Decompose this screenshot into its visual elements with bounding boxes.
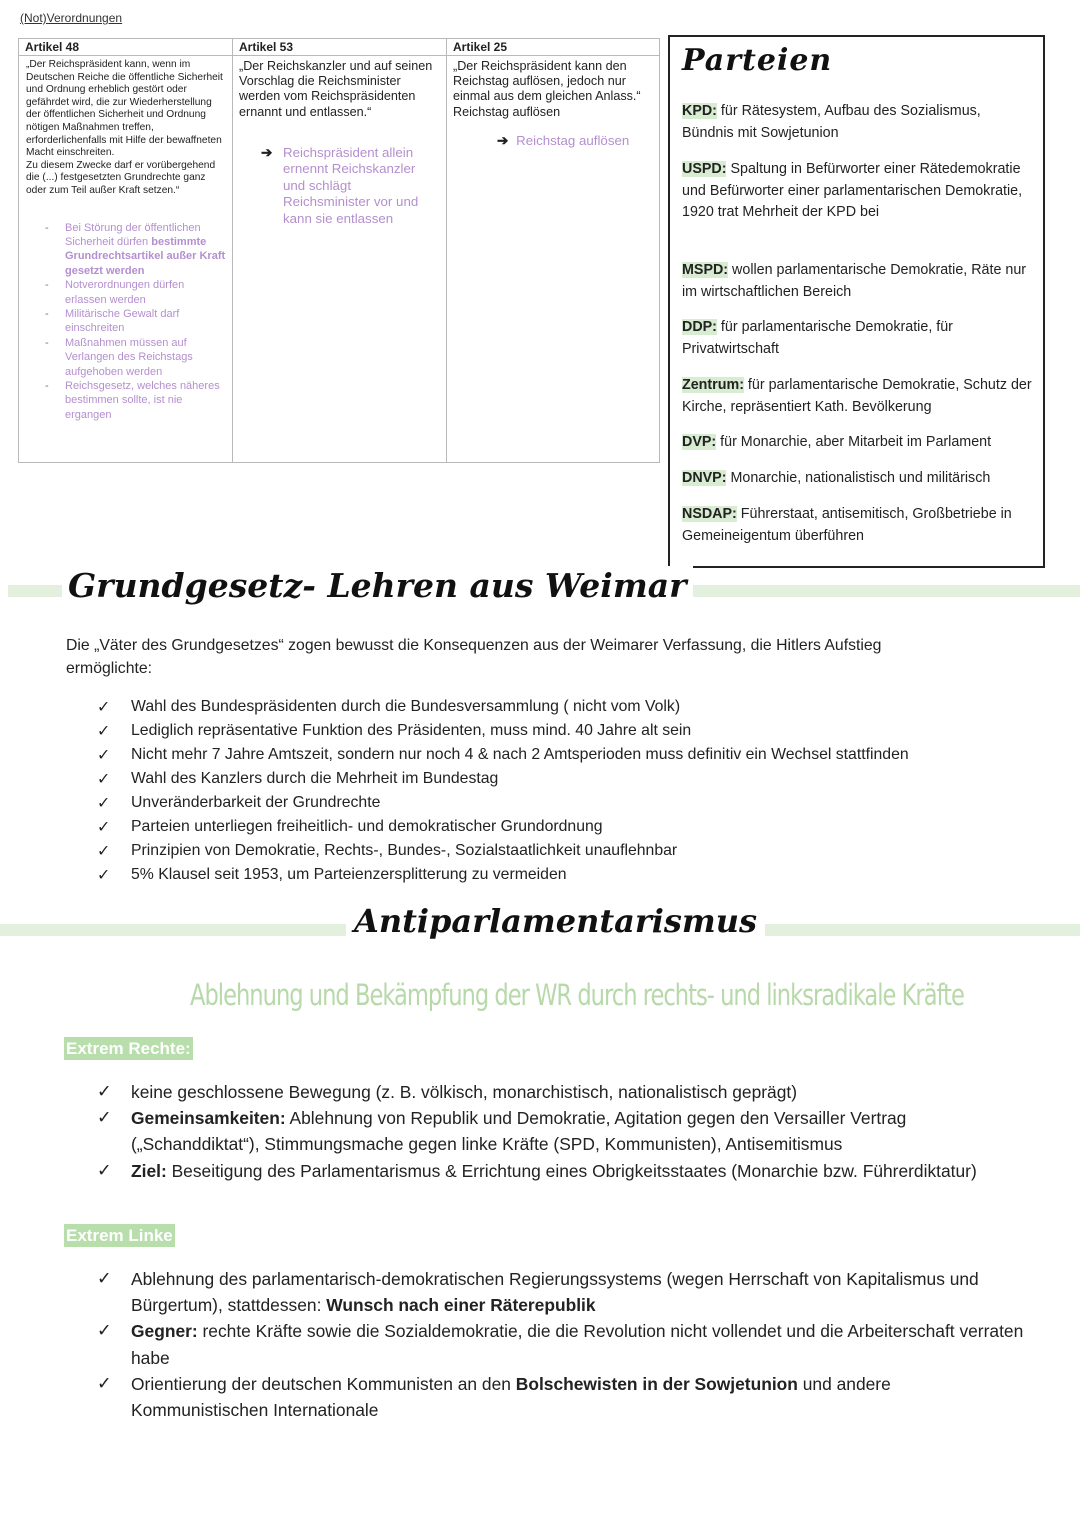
party-name: KPD: (682, 103, 717, 119)
list-item: - Militärische Gewalt darf einschreiten (43, 307, 226, 336)
article-25-summary-text: Reichstag auflösen (516, 133, 630, 148)
article-53-heading: Artikel 53 (233, 39, 446, 56)
list-text: Ablehnung des parlamentarisch-demokratischen Regierungssystems (wegen Herrschaft von Kapitalismus und Bürgertum), stattdessen: (131, 1269, 979, 1316)
list-item: - Notverordnungen dürfen erlassen werden (43, 278, 226, 307)
arrow-right-icon: ➔ (261, 145, 273, 160)
party-name: Zentrum: (682, 377, 744, 393)
list-item: ✓ Parteien unterliegen freiheitlich- und demokratischer Grundordnung (97, 815, 1057, 839)
bold-text: Gemeinsamkeiten: (131, 1108, 286, 1129)
party-text: Spaltung in Befürworter einer Rätedemokratie und Befürworter einer parlamentarischen Demokratie, 1920 trat Mehrheit der KPD bei (682, 161, 1023, 220)
extrem-linke-list (97, 1266, 1027, 1423)
list-text: und andere Kommunistischen Internationale (131, 1373, 891, 1421)
list-item (97, 1266, 1027, 1318)
party-text: für parlamentarische Demokratie, Schutz der Kirche, repräsentiert Kath. Bevölkerung (682, 377, 1032, 415)
party-kpd (682, 101, 1032, 144)
article-25-summary (497, 133, 629, 149)
extrem-rechte-label (64, 1039, 193, 1059)
article-48-quote-text: „Der Reichspräsident kann, wenn im Deutschen Reiche die öffentliche Sicherheit und Ordnung erheblich gestört oder gefährdet wird, die zur Wiederherstellung der öffentlichen Sicherheit und Ordnung nötigen Maßnahmen treffen, erforderlichenfalls mit Hilfe der bewaffneten Macht einschreiten. (26, 59, 223, 159)
list-item (97, 1158, 1027, 1184)
list-item: ✓ Prinzipien von Demokratie, Rechts-, Bundes-, Sozialstaatlichkeit unauflehnbar (97, 839, 1057, 863)
articles-table (18, 38, 660, 463)
party-text: für Rätesystem, Aufbau des Sozialismus, Bündnis mit Sowjetunion (682, 103, 981, 141)
party-text: wollen parlamentarische Demokratie, Räte nur im wirtschaftlichen Bereich (682, 262, 1027, 300)
arrow-right-icon: ➔ (497, 133, 509, 148)
party-name: USPD: (682, 161, 727, 177)
party-name: MSPD: (682, 262, 729, 278)
party-text: für Monarchie, aber Mitarbeit im Parlament (716, 434, 992, 450)
party-zentrum (682, 375, 1032, 418)
article-48-quote-text-2: Zu diesem Zwecke darf er vorübergehend die (...) festgesetzten Grundrechte ganz oder zum Teil außer Kraft setzen.“ (26, 159, 216, 196)
list-item: - Maßnahmen müssen auf Verlangen des Reichstags aufgehoben werden (43, 336, 226, 379)
article-48-heading: Artikel 48 (19, 39, 232, 56)
bold-text: Wunsch nach einer Räterepublik (326, 1295, 596, 1316)
article-53-summary-text: Reichspräsident allein ernennt Reichskanzler und schlägt Reichsminister vor und kann sie entlassen (283, 145, 419, 226)
party-mspd (682, 260, 1032, 303)
article-25-note: Reichstag auflösen (453, 104, 561, 119)
list-text: Orientierung der deutschen Kommunisten an den (131, 1373, 516, 1394)
antiparlamentarismus-subtitle: Ablehnung und Bekämpfung der WR durch rechts- und linksradikale Kräfte (190, 978, 964, 1012)
article-25-quote (447, 56, 659, 123)
article-53-quote: „Der Reichskanzler und auf seinen Vorschlag die Reichsminister werden vom Reichspräsidenten ernannt und entlassen.“ (239, 59, 433, 119)
party-nsdap (682, 504, 1032, 547)
list-item: ✓ keine geschlossene Bewegung (z. B. völkisch, monarchistisch, nationalistisch geprägt) (97, 1079, 1027, 1105)
list-item: ✓ Wahl des Kanzlers durch die Mehrheit im Bundestag (97, 767, 1057, 791)
parteien-box (668, 35, 1045, 568)
bullet-bold-text: bestimmte Grundrechtsartikel außer Kraft gesetzt werden (65, 235, 226, 277)
list-item: ✓ Lediglich repräsentative Funktion des Präsidenten, muss mind. 40 Jahre alt sein (97, 719, 1057, 743)
party-text: Monarchie, nationalistisch und militärisch (726, 470, 991, 486)
parteien-title: Parteien (682, 43, 833, 78)
bold-text: Gegner: (131, 1321, 198, 1342)
party-name: NSDAP: (682, 506, 737, 522)
article-25-column (447, 39, 659, 462)
bold-text: Bolschewisten in der Sowjetunion (515, 1373, 798, 1394)
grundgesetz-list (97, 695, 1057, 887)
article-48-column (19, 39, 233, 462)
article-25-quote-text: „Der Reichspräsident kann den Reichstag auflösen, jedoch nur einmal aus dem gleichen Anlass.“ (453, 59, 641, 104)
party-name: DDP: (682, 319, 717, 335)
list-item: ✓ 5% Klausel seit 1953, um Parteienzersplitterung zu vermeiden (97, 863, 1057, 887)
party-dvp (682, 432, 1032, 454)
party-text: für parlamentarische Demokratie, für Privatwirtschaft (682, 319, 953, 357)
party-name: DVP: (682, 434, 717, 450)
list-item: ✓ Wahl des Bundespräsidenten durch die Bundesversammlung ( nicht vom Volk) (97, 695, 1057, 719)
article-53-column (233, 39, 447, 462)
bullet-text: Bei Störung der öffentlichen Sicherheit dürfen (65, 221, 201, 248)
extrem-linke-label-text: Extrem Linke (66, 1226, 173, 1245)
article-25-heading: Artikel 25 (447, 39, 659, 56)
list-text: rechte Kräfte sowie die Sozialdemokratie, die die Revolution nicht vollendet und die Arbeiterschaft verraten habe (131, 1321, 1024, 1368)
party-uspd (682, 159, 1032, 224)
party-name: DNVP: (682, 470, 727, 486)
party-text: Führerstaat, antisemitisch, Großbetriebe in Gemeineigentum überführen (682, 506, 1012, 544)
bold-text: Ziel: (131, 1160, 167, 1181)
list-item: ✓ Unveränderbarkeit der Grundrechte (97, 791, 1057, 815)
list-text: Beseitigung des Parlamentarismus & Errichtung eines Obrigkeitsstaates (Monarchie bzw. Führerdiktatur) (166, 1160, 977, 1181)
party-dnvp (682, 468, 1032, 490)
list-item (97, 1318, 1027, 1370)
grundgesetz-intro: Die „Väter des Grundgesetzes“ zogen bewusst die Konsequenzen aus der Weimarer Verfassung, die Hitlers Aufstieg ermöglichte: (66, 637, 882, 677)
antiparlamentarismus-title: Antiparlamentarismus (346, 902, 765, 940)
list-item: - Reichsgesetz, welches näheres bestimmen sollte, ist nie ergangen (43, 379, 226, 422)
list-text: Ablehnung von Republik und Demokratie, Agitation gegen den Versailler Vertrag („Schanddiktat“), Stimmungsmache gegen linke Kräfte (SPD, Kommunisten), Antisemitismus (131, 1108, 907, 1155)
extrem-rechte-label-text: Extrem Rechte: (66, 1039, 191, 1058)
list-item (97, 1371, 1027, 1423)
list-item: ✓ Nicht mehr 7 Jahre Amtszeit, sondern nur noch 4 & nach 2 Amtsperioden muss definitiv ein Wechsel stattfinden (97, 743, 1057, 767)
party-ddp (682, 317, 1032, 360)
article-48-bullets (19, 221, 232, 423)
list-item (97, 1105, 1027, 1157)
page-title: (Not)Verordnungen (20, 11, 123, 25)
article-53-summary (261, 145, 433, 227)
list-item (43, 221, 226, 279)
grundgesetz-title: Grundgesetz- Lehren aus Weimar (62, 566, 693, 605)
extrem-rechte-list (97, 1079, 1027, 1184)
extrem-linke-label (64, 1226, 175, 1246)
article-48-quote (19, 56, 232, 201)
